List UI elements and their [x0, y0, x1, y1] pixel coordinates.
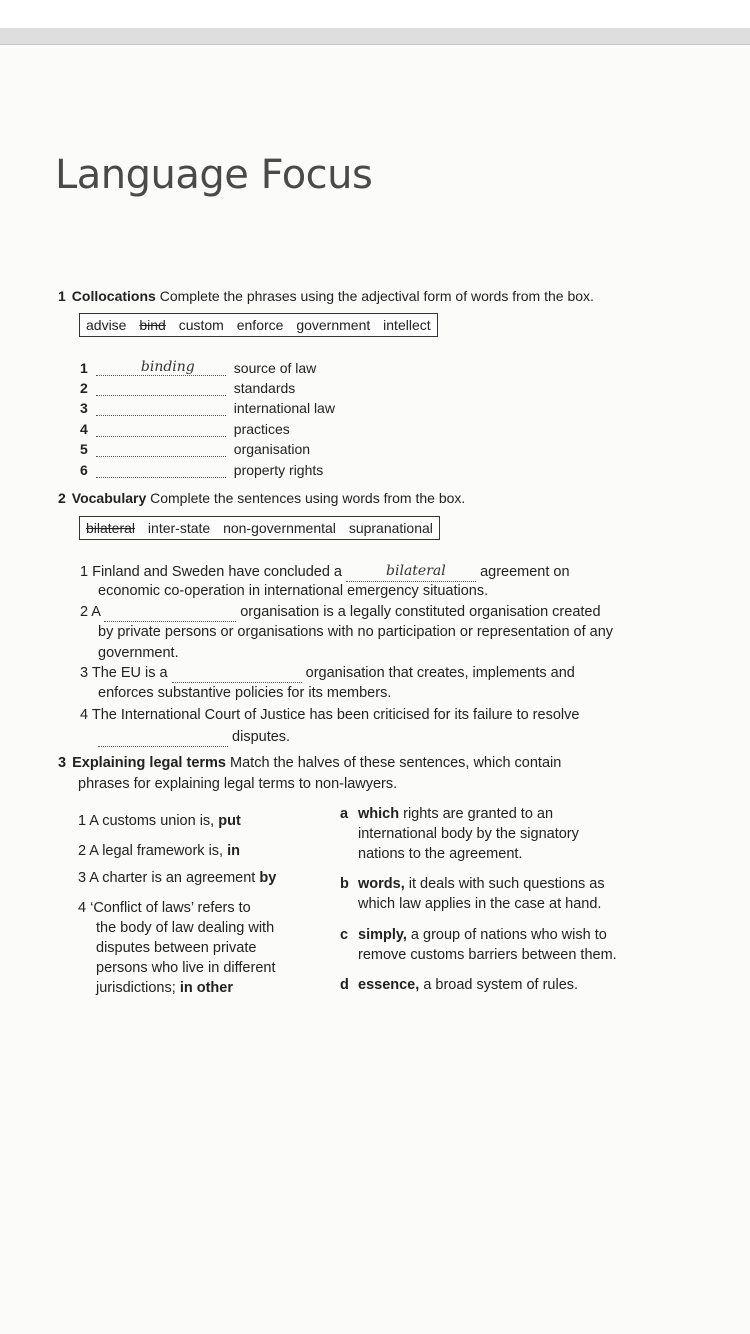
- s1-item-5: [80, 441, 310, 461]
- text: a broad system of rules.: [423, 977, 579, 993]
- item-number: 2: [80, 380, 88, 396]
- s2-sentence-3-line2: enforces substantive policies for its members.: [98, 685, 392, 701]
- text: rights are granted to an: [403, 806, 554, 822]
- word-non-governmental: non-governmental: [223, 520, 336, 536]
- item-text: organisation: [233, 441, 311, 457]
- text: a group of nations who wish to: [410, 927, 607, 943]
- text: jurisdictions;: [96, 980, 176, 996]
- match-left-4: [78, 898, 275, 998]
- s2-sentence-2: [80, 602, 601, 622]
- word-bind: bind: [139, 317, 166, 333]
- section1-number: 1: [58, 288, 66, 304]
- word-custom: custom: [178, 317, 224, 333]
- s2-sentence-2-line2: by private persons or organisations with no participation or representation of any: [98, 624, 614, 640]
- item-text: source of law: [233, 360, 317, 376]
- answer-blank[interactable]: [96, 381, 226, 396]
- section3-heading: [58, 753, 561, 773]
- section3-instruction-2: phrases for explaining legal terms to non-lawyers.: [78, 776, 398, 792]
- item-number: 5: [80, 441, 88, 457]
- item-text: international law: [233, 400, 335, 416]
- s2-sentence-3: [80, 663, 575, 683]
- handwritten-answer: binding: [140, 359, 195, 375]
- s1-item-6: [80, 462, 323, 482]
- bold-text: in: [227, 843, 240, 859]
- section2-title: Vocabulary: [71, 490, 147, 506]
- word-enforce: enforce: [236, 317, 284, 333]
- s2-sentence-4: 4 The International Court of Justice has been criticised for its failure to resolve: [80, 707, 580, 723]
- s2-s2-end: organisation is a legally constituted organisation created: [240, 604, 601, 620]
- section1-instruction: Complete the phrases using the adjectival form of words from the box.: [159, 288, 594, 304]
- s2-s1-end: agreement on: [480, 564, 570, 580]
- s1-item-2: [80, 380, 295, 400]
- word-supranational: supranational: [348, 520, 433, 536]
- section2-number: 2: [58, 490, 66, 506]
- section1-title: Collocations: [71, 288, 156, 304]
- bold-text: by: [259, 870, 277, 886]
- section2-heading: [58, 490, 465, 506]
- section3-number: 3: [58, 755, 67, 771]
- text: 1 A customs union is,: [78, 813, 215, 829]
- s2-s3-end: organisation that creates, implements and: [305, 665, 575, 681]
- answer-blank[interactable]: [96, 422, 226, 437]
- item-text: standards: [233, 380, 296, 396]
- answer-blank[interactable]: [96, 463, 226, 478]
- text: 3 A charter is an agreement: [78, 870, 256, 886]
- answer-blank[interactable]: [346, 563, 476, 582]
- answer-blank[interactable]: [172, 668, 302, 683]
- handwritten-answer: bilateral: [386, 563, 446, 579]
- item-number: 1: [80, 360, 88, 376]
- line: 4 ‘Conflict of laws’ refers to: [78, 900, 251, 916]
- section2-word-box: [79, 516, 440, 540]
- section3-title: Explaining legal terms: [72, 755, 226, 771]
- answer-blank[interactable]: [98, 732, 228, 747]
- item-number: 6: [80, 462, 88, 478]
- line: remove customs barriers between them.: [358, 947, 617, 963]
- section2-instruction: Complete the sentences using words from the box.: [150, 490, 466, 506]
- s2-s3-start: 3 The EU is a: [80, 665, 168, 681]
- s1-item-4: [80, 421, 290, 441]
- letter: c: [340, 927, 349, 943]
- text: 2 A legal framework is,: [78, 843, 224, 859]
- s2-s2-start: 2 A: [80, 604, 101, 620]
- line: nations to the agreement.: [358, 846, 523, 862]
- bold-text: simply,: [358, 927, 407, 943]
- bold-text: words,: [358, 876, 405, 892]
- s2-s4-end: disputes.: [232, 729, 291, 745]
- section1-heading: [58, 288, 594, 304]
- match-right-c: [340, 925, 617, 965]
- bold-text: which: [358, 806, 400, 822]
- match-right-a: [340, 804, 579, 864]
- word-advise: advise: [86, 317, 127, 333]
- answer-blank[interactable]: [96, 442, 226, 457]
- answer-blank[interactable]: [104, 607, 236, 622]
- match-left-1: [78, 811, 241, 831]
- match-left-2: [78, 841, 240, 861]
- match-right-b: [340, 874, 605, 914]
- answer-blank[interactable]: [96, 401, 226, 416]
- s2-sentence-2-line3: government.: [98, 645, 179, 661]
- letter: a: [340, 806, 349, 822]
- s2-s1-start: 1 Finland and Sweden have concluded a: [80, 564, 342, 580]
- match-left-3: [78, 868, 276, 888]
- word-bilateral: bilateral: [86, 520, 136, 536]
- line: disputes between private: [96, 940, 257, 956]
- letter: b: [340, 876, 349, 892]
- browser-top-bar: [0, 0, 750, 44]
- word-government: government: [296, 317, 371, 333]
- answer-blank[interactable]: [96, 361, 226, 376]
- s2-sentence-4-line2: [98, 727, 290, 747]
- line: which law applies in the case at hand.: [358, 896, 602, 912]
- item-number: 4: [80, 421, 88, 437]
- text: it deals with such questions as: [408, 876, 605, 892]
- item-text: practices: [233, 421, 290, 437]
- bold-text: put: [218, 813, 241, 829]
- line: [78, 978, 275, 998]
- page-title: Language Focus: [55, 152, 373, 198]
- line: the body of law dealing with: [96, 920, 275, 936]
- s2-sentence-1: [80, 562, 570, 582]
- word-intellect: intellect: [383, 317, 431, 333]
- section3-instruction-1: Match the halves of these sentences, which contain: [230, 755, 562, 771]
- letter: d: [340, 977, 349, 993]
- s1-item-3: [80, 400, 335, 420]
- bold-text: essence,: [358, 977, 420, 993]
- s2-sentence-1-line2: economic co-operation in international emergency situations.: [98, 583, 489, 599]
- item-number: 3: [80, 400, 88, 416]
- match-right-d: [340, 975, 578, 995]
- word-inter-state: inter-state: [147, 520, 211, 536]
- top-strip: [0, 28, 750, 45]
- bold-text: in other: [179, 980, 233, 996]
- line: international body by the signatory: [358, 826, 579, 842]
- item-text: property rights: [233, 462, 324, 478]
- section1-word-box: [79, 313, 438, 337]
- line: persons who live in different: [96, 960, 276, 976]
- s1-item-1: [80, 360, 316, 380]
